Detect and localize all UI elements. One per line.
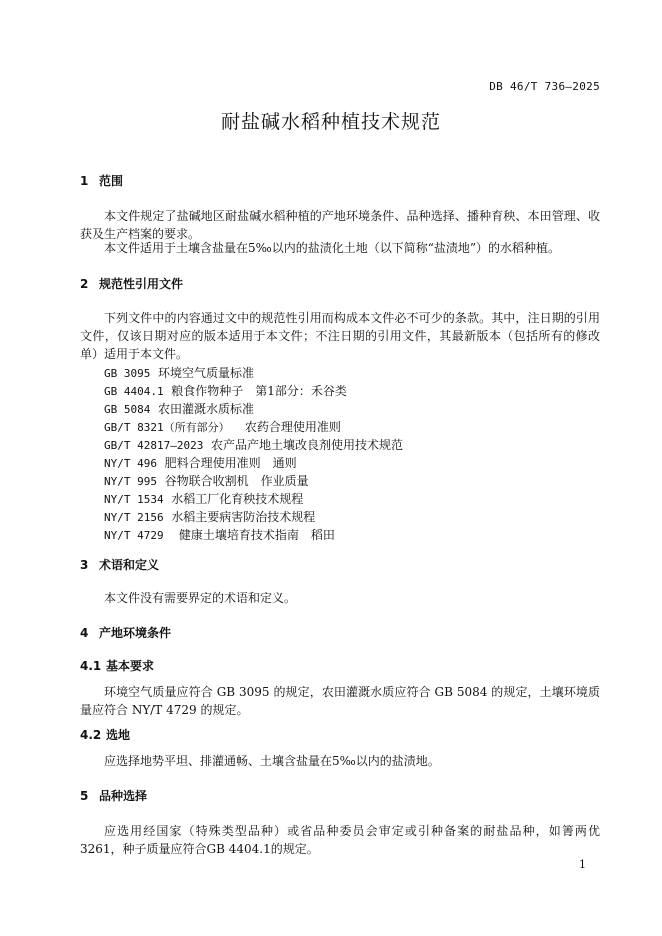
section-number: 4: [80, 626, 89, 640]
reference-name: 粮食作物种子 第1部分：禾谷类: [171, 384, 347, 398]
section-title: 规范性引用文件: [99, 277, 184, 291]
section-number: 2: [80, 277, 89, 291]
section-title: 术语和定义: [99, 558, 160, 572]
reference-code: NY/T 1534: [104, 493, 164, 506]
section-1-heading: [80, 172, 123, 189]
section-title: 选地: [106, 728, 131, 742]
section-2-heading: [80, 275, 183, 292]
reference-item: [104, 454, 297, 471]
section-4-1-heading: [80, 657, 154, 674]
section-5-heading: [80, 787, 147, 804]
section-2-paragraph-1: 下列文件中的内容通过文中的规范性引用而构成本文件必不可少的条款。其中，注日期的引用文件，仅该日期对应的版本适用于本文件；不注日期的引用文件，其最新版本（包括所有的修改单）适用于本文件。: [80, 311, 600, 361]
reference-item: [104, 436, 403, 453]
reference-name: 环境空气质量标准: [158, 366, 255, 380]
reference-item: [104, 472, 309, 489]
reference-code: GB/T 8321（所有部分）: [104, 421, 230, 434]
section-1-paragraph-2: 本文件适用于土壤含盐量在5‰以内的盐渍化土地（以下简称“盐渍地”）的水稻种植。: [104, 241, 561, 255]
reference-code: NY/T 496: [104, 457, 157, 470]
reference-code: NY/T 2156: [104, 511, 164, 524]
document-number: DB 46/T 736—2025: [489, 80, 600, 93]
section-number: 3: [80, 558, 89, 572]
section-number: 4.2: [80, 728, 102, 742]
reference-item: [104, 508, 315, 525]
reference-item: [104, 382, 347, 399]
reference-name: 农田灌溉水质标准: [158, 402, 255, 416]
reference-item: [104, 490, 303, 507]
reference-item: [104, 526, 335, 543]
section-number: 5: [80, 789, 89, 803]
section-4-2-heading: [80, 726, 130, 743]
section-5-paragraph-1: 应选用经国家（特殊类型品种）或省品种委员会审定或引种备案的耐盐品种，如箐两优3261，种子质量应符合GB 4404.1的规定。: [80, 824, 600, 856]
reference-code: NY/T 995: [104, 475, 157, 488]
reference-name: 水稻主要病害防治技术规程: [171, 510, 316, 524]
reference-name: 水稻工厂化育秧技术规程: [171, 492, 304, 506]
section-4-1-paragraph-1: 环境空气质量应符合 GB 3095 的规定，农田灌溉水质应符合 GB 5084 的规定，土壤环境质量应符合 NY/T 4729 的规定。: [80, 685, 600, 717]
reference-item: [104, 418, 341, 435]
section-title: 范围: [99, 174, 124, 188]
document-title: 耐盐碱水稻种植技术规范: [220, 111, 441, 133]
section-title: 品种选择: [99, 789, 148, 803]
reference-item: [104, 400, 254, 417]
section-title: 产地环境条件: [99, 626, 172, 640]
reference-name: 农药合理使用准则: [244, 420, 341, 434]
reference-item: [104, 364, 254, 381]
section-3-paragraph-1: 本文件没有需要界定的术语和定义。: [104, 591, 297, 605]
reference-code: NY/T 4729: [104, 529, 164, 542]
reference-code: GB/T 42817—2023: [104, 439, 204, 452]
reference-code: GB 3095: [104, 367, 151, 380]
page-number: 1: [579, 858, 586, 871]
reference-name: 肥料合理使用准则 通则: [164, 456, 297, 470]
section-4-heading: [80, 624, 171, 641]
reference-name: 农产品产地土壤改良剂使用技术规范: [210, 438, 403, 452]
section-1-paragraph-1: 本文件规定了盐碱地区耐盐碱水稻种植的产地环境条件、品种选择、播种育秧、本田管理、收获及生产档案的要求。: [80, 209, 600, 241]
section-3-heading: [80, 556, 159, 573]
reference-code: GB 5084: [104, 403, 151, 416]
section-title: 基本要求: [106, 659, 155, 673]
reference-name: 健康土壤培育技术指南 稻田: [178, 528, 335, 542]
reference-code: GB 4404.1: [104, 385, 164, 398]
section-number: 4.1: [80, 659, 102, 673]
section-number: 1: [80, 174, 89, 188]
section-4-2-paragraph-1: 应选择地势平坦、排灌通畅、土壤含盐量在5‰以内的盐渍地。: [104, 754, 440, 768]
reference-name: 谷物联合收割机 作业质量: [164, 474, 309, 488]
